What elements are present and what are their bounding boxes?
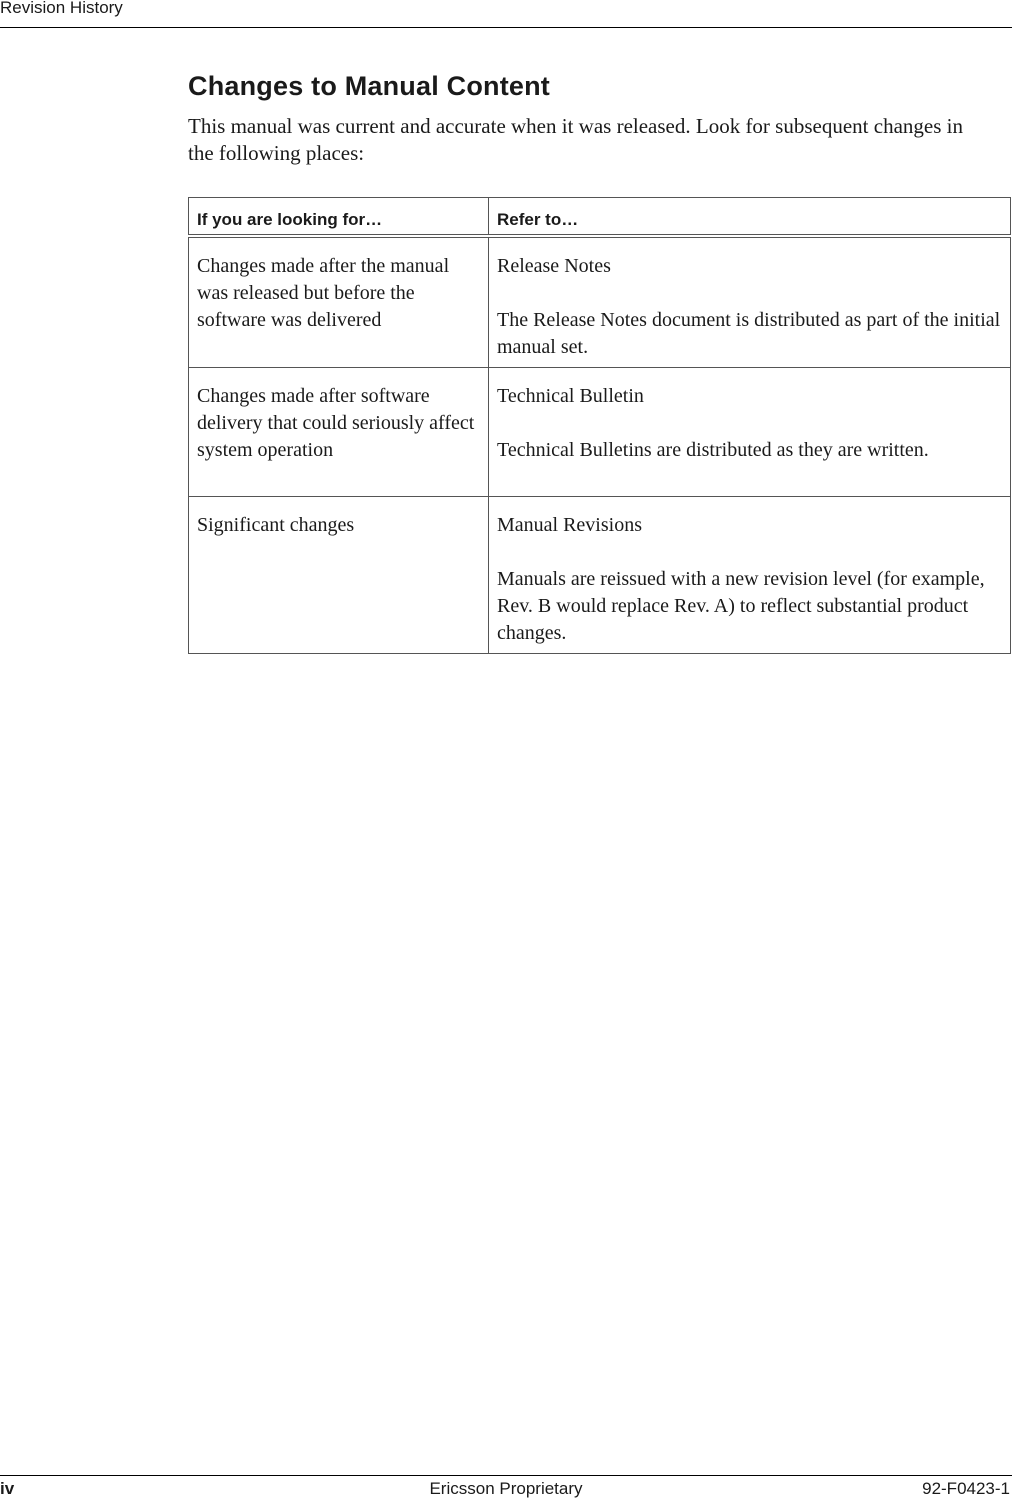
table-header-row	[189, 198, 1011, 236]
table-row	[189, 367, 1011, 496]
refer-title: Manual Revisions	[497, 513, 642, 536]
looking-for-cell: Changes made after software delivery that could seriously affect system operation	[189, 367, 489, 496]
refer-to-cell	[489, 496, 1011, 653]
table-row	[189, 236, 1011, 368]
refer-to-cell	[489, 236, 1011, 368]
refer-to-cell	[489, 367, 1011, 496]
footer-document-number: 92-F0423-1	[922, 1479, 1010, 1498]
intro-paragraph: This manual was current and accurate when it was released. Look for subsequent changes in the following places:	[188, 114, 963, 165]
reference-table	[188, 197, 1011, 654]
refer-description: Manuals are reissued with a new revision level (for example, Rev. B would replace Rev. A) to reflect substantial product changes.	[497, 567, 985, 644]
looking-for-cell: Changes made after the manual was released but before the software was delivered	[189, 236, 489, 368]
refer-title: Technical Bulletin	[497, 384, 644, 407]
running-header-title: Revision History	[0, 0, 123, 17]
refer-title: Release Notes	[497, 254, 611, 277]
table-row	[189, 496, 1011, 653]
column-header-refer-to: Refer to…	[489, 198, 1011, 236]
footer-page-number: iv	[0, 1479, 15, 1498]
column-header-looking-for: If you are looking for…	[189, 198, 489, 236]
running-footer	[0, 1475, 1012, 1501]
section-title: Changes to Manual Content	[188, 71, 550, 101]
looking-for-cell: Significant changes	[189, 496, 489, 653]
refer-description: Technical Bulletins are distributed as they are written.	[497, 438, 929, 461]
footer-proprietary-notice: Ericsson Proprietary	[429, 1479, 583, 1498]
running-header	[0, 0, 1012, 28]
refer-description: The Release Notes document is distributed as part of the initial manual set.	[497, 308, 1001, 358]
